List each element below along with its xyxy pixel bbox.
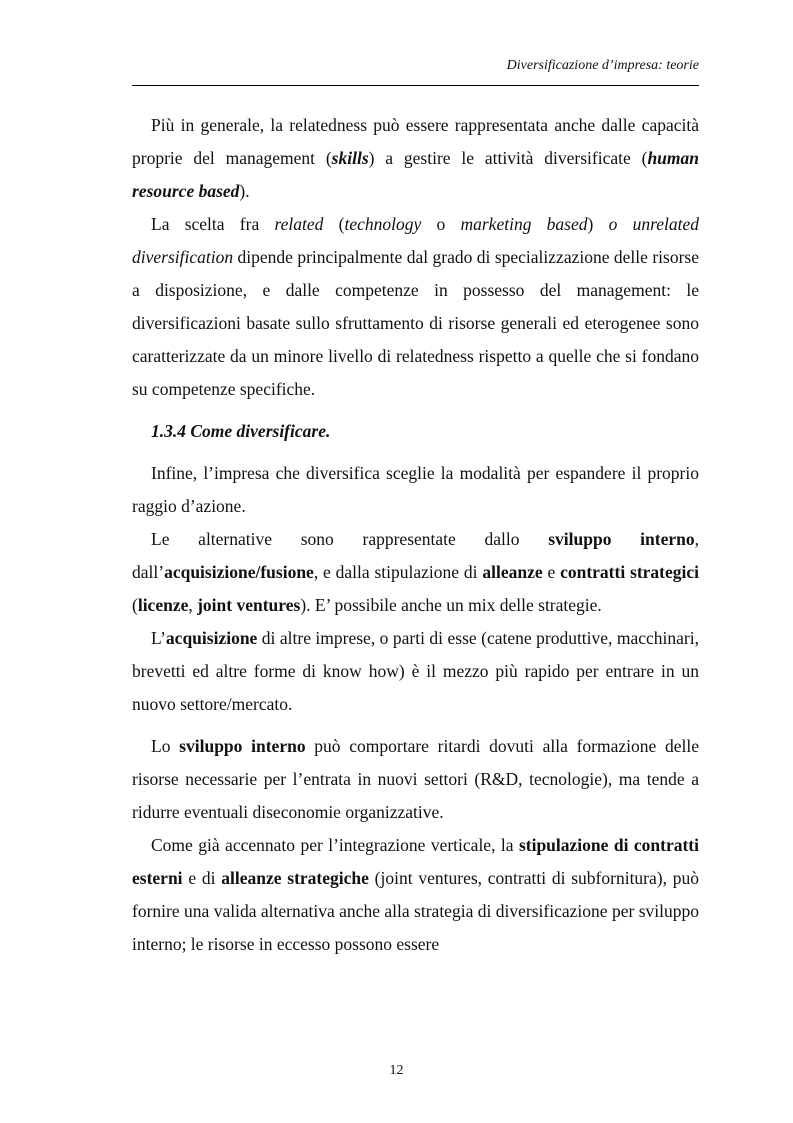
text: ). [239,181,250,201]
text: di altre imprese, o parti di esse (catene produttive, macchinari, brevetti ed altre forme di know how) è il mezzo più rapido per entrare in un nuovo settore/mercato. [132,628,699,714]
text: L’ [151,628,166,648]
text: Infine, l’impresa che diversifica sceglie la modalità per espandere il proprio raggio d’azione. [132,463,699,516]
text: o [421,214,461,234]
term-unrelated-diversification: o unrelated diversification [132,214,700,267]
term-sviluppo-interno: sviluppo interno [179,736,306,756]
text: (joint ventures, contratti di subfornitura), può fornire una valida alternativa anche alla strategia di diversificazione per sviluppo interno; le risorse in eccesso possono essere [132,868,700,954]
page-body [132,109,699,961]
text: ). E’ possibile anche un mix delle strategie. [300,595,602,615]
term-sviluppo-interno: sviluppo interno [548,529,695,549]
term-related: related [274,214,324,234]
paragraph-alternatives [132,523,699,622]
paragraph-contratti-esterni [132,829,699,961]
text: , [188,595,198,615]
term-human-resource-based: human resource based [132,148,700,201]
text: Le alternative sono rappresentate dallo [151,529,549,549]
page-number: 12 [389,1063,404,1078]
text: , dall’ [132,529,699,582]
text: dipende principalmente dal grado di specializzazione delle risorse a disposizione, e dalle competenze in possesso del management: le diversificazioni basate sullo sfruttamento di risorse generali ed eterogenee sono caratterizzate da un minore livello di relatedness rispetto a quelle che si fondano su competenze specifiche. [132,247,699,399]
text: Più in generale, la relatedness può essere rappresentata anche dalle capacità proprie del management ( [132,115,699,168]
term-skills: skills [331,148,369,168]
paragraph-acquisizione [132,622,699,721]
term-acquisizione: acquisizione [165,628,258,648]
text: Come già accennato per l’integrazione verticale, la [151,835,519,855]
text: e [542,562,561,582]
text: Lo [151,736,180,756]
text: ( [323,214,345,234]
text: La scelta fra [151,214,275,234]
term-contratti-strategici: contratti strategici [560,562,700,582]
text: ( [132,595,138,615]
term-marketing-based: marketing based [460,214,588,234]
term-stipulazione-contratti-esterni: stipulazione di contratti esterni [132,835,699,888]
paragraph-intro [132,457,699,523]
term-licenze: licenze [137,595,189,615]
section-heading: 1.3.4 Come diversificare. [151,421,331,441]
term-alleanze: alleanze [482,562,543,582]
running-header: Diversificazione d’impresa: teorie [506,58,699,73]
term-alleanze-strategiche: alleanze strategiche [221,868,369,888]
term-technology: technology [344,214,422,234]
header-rule [132,85,699,86]
text: ) [587,214,609,234]
text: , e dalla stipulazione di [313,562,483,582]
text: può comportare ritardi dovuti alla formazione delle risorse necessarie per l’entrata in nuovi settori (R&D, tecnologie), ma tende a ridurre eventuali diseconomie organizzative. [132,736,699,822]
paragraph-related-unrelated [132,208,699,406]
term-acquisizione-fusione: acquisizione/fusione [164,562,314,582]
paragraph-relatedness-skills [132,109,699,208]
term-joint-ventures: joint ventures [197,595,301,615]
paragraph-sviluppo-interno [132,730,699,829]
text: e di [182,868,222,888]
text: ) a gestire le attività diversificate ( [368,148,648,168]
